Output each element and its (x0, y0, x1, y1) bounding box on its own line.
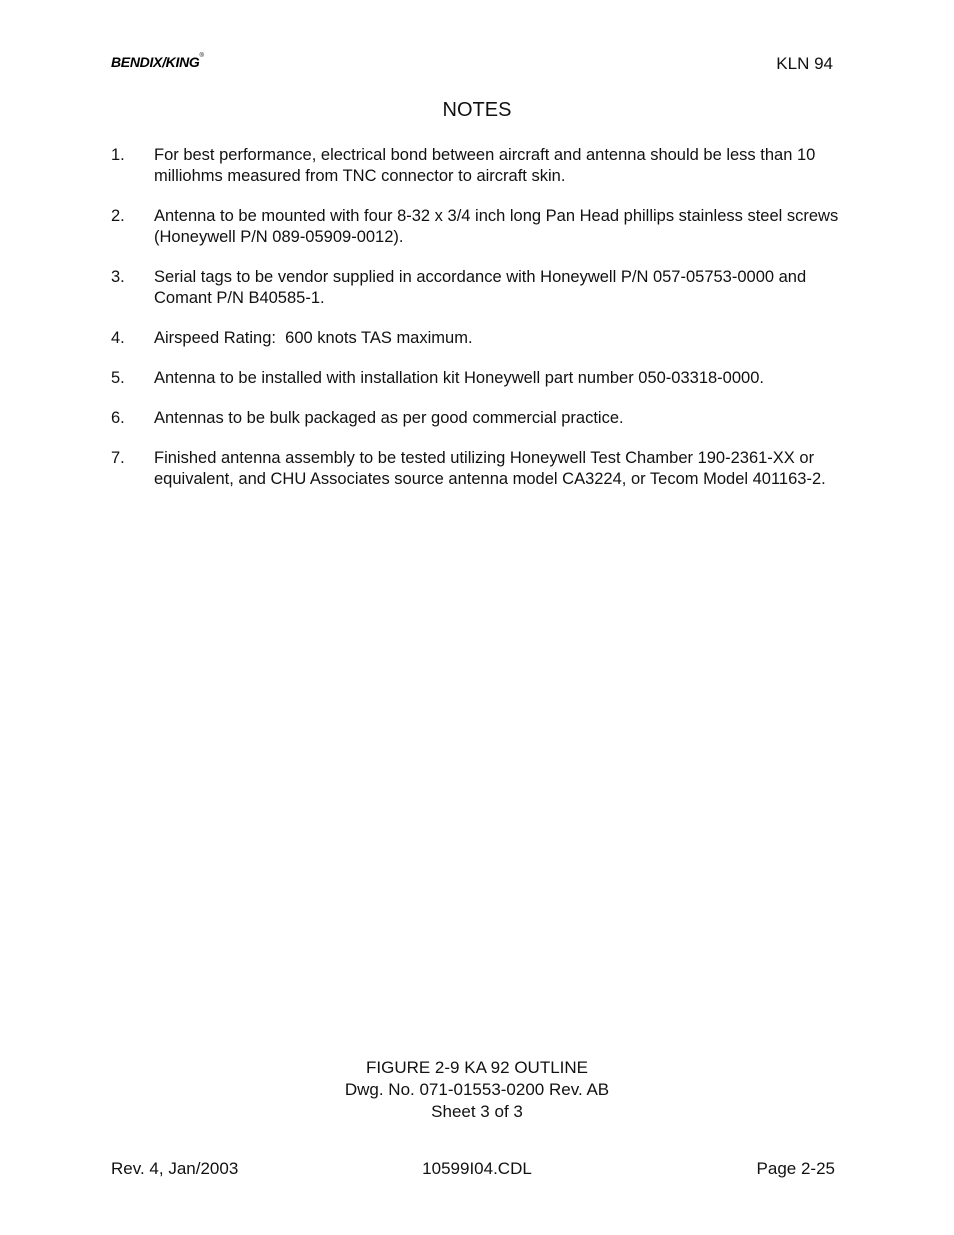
note-text: For best performance, electrical bond between aircraft and antenna should be less than 10 milliohms measured from TNC connector to aircraft skin. (154, 146, 816, 185)
note-text: Airspeed Rating: 600 knots TAS maximum. (154, 329, 473, 347)
note-item (111, 368, 841, 389)
note-number: 6. (111, 409, 125, 427)
note-item (111, 328, 841, 349)
drawing-number: Dwg. No. 071-01553-0200 Rev. AB (344, 1080, 610, 1099)
note-item (111, 448, 841, 490)
notes-list (111, 145, 841, 509)
document-id: 10599I04.CDL (422, 1159, 532, 1178)
note-number: 3. (111, 268, 125, 286)
note-number: 1. (111, 146, 125, 164)
registered-mark: ® (199, 53, 204, 59)
note-item (111, 145, 841, 187)
note-text: Antenna to be installed with installation kit Honeywell part number 050-03318-0000. (154, 369, 764, 387)
notes-title: NOTES (442, 99, 512, 121)
note-text: Antenna to be mounted with four 8-32 x 3/4 inch long Pan Head phillips stainless steel screws (Honeywell P/N 089-05909-0012). (154, 207, 839, 246)
model-number: KLN 94 (776, 54, 833, 73)
note-number: 2. (111, 207, 125, 225)
note-number: 4. (111, 329, 125, 347)
note-number: 5. (111, 369, 125, 387)
note-text: Finished antenna assembly to be tested utilizing Honeywell Test Chamber 190-2361-XX or equivalent, and CHU Associates source antenna model CA3224, or Tecom Model 401163-2. (154, 449, 826, 488)
note-item (111, 408, 841, 429)
page-number: Page 2-25 (756, 1159, 835, 1178)
revision-label: Rev. 4, Jan/2003 (111, 1159, 239, 1178)
note-item (111, 206, 841, 248)
figure-title: FIGURE 2-9 KA 92 OUTLINE (365, 1058, 588, 1077)
note-text: Antennas to be bulk packaged as per good commercial practice. (154, 409, 624, 427)
sheet-number: Sheet 3 of 3 (431, 1102, 523, 1121)
figure-caption (0, 1057, 954, 1123)
note-item (111, 267, 841, 309)
brand-name: BENDIX/KING (111, 54, 200, 70)
note-text: Serial tags to be vendor supplied in accordance with Honeywell P/N 057-05753-0000 and Comant P/N B40585-1. (154, 268, 807, 307)
brand-logo (111, 54, 204, 70)
note-number: 7. (111, 449, 125, 467)
